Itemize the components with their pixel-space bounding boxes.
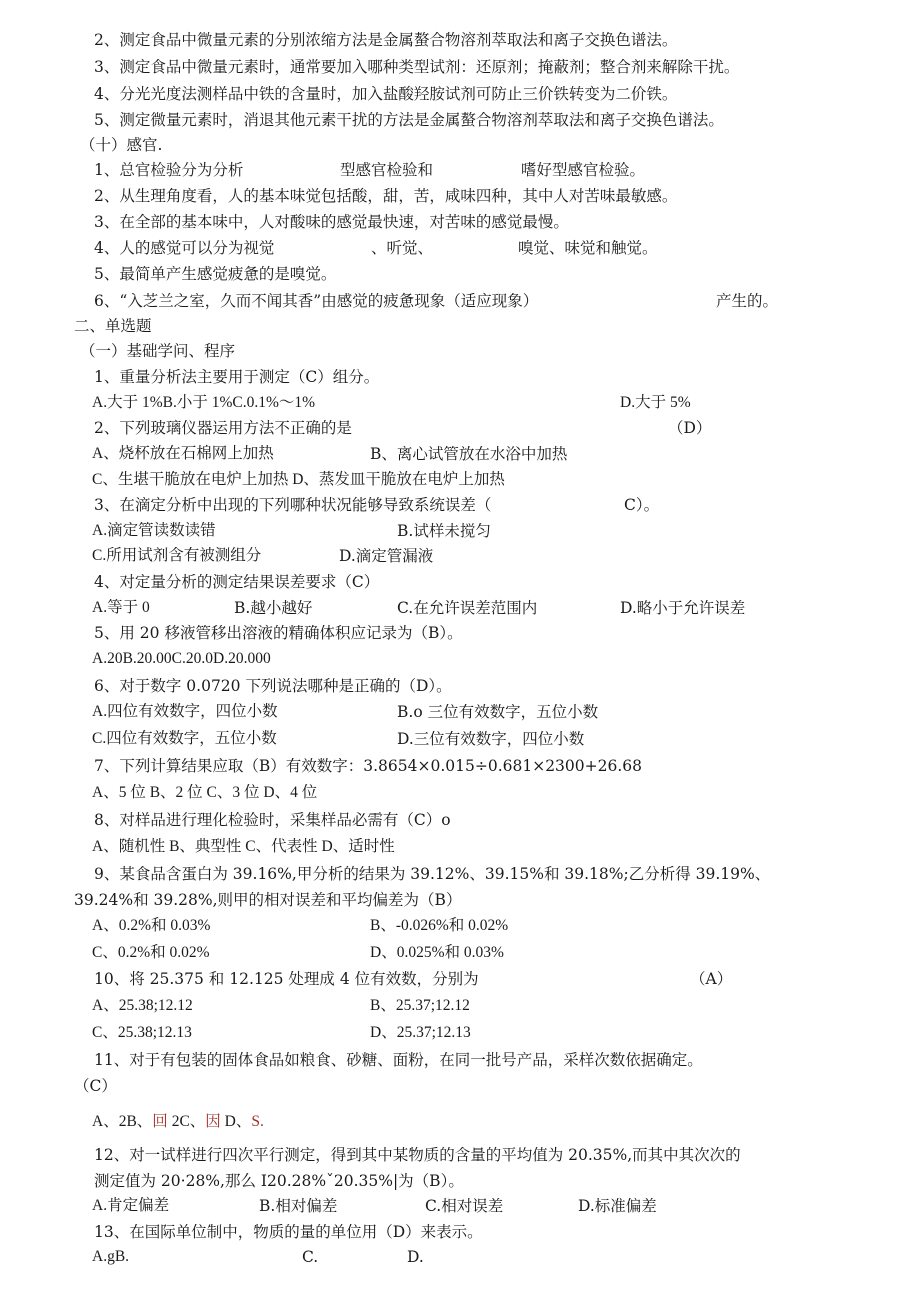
answer-option: A.等于 0 bbox=[92, 599, 150, 616]
garbled-glyph: 因 bbox=[205, 1113, 221, 1130]
question-text: 7、下列计算结果应取（B）有效数字：3.8654×0.015÷0.681×2300+26.68 bbox=[94, 757, 643, 775]
answer-options: A.大于 1%B.小于 1%C.0.1%～1% bbox=[92, 394, 316, 411]
answer-option: 2C、 bbox=[167, 1113, 206, 1130]
question-text: 10、将 25.375 和 12.125 处理成 4 位有效数，分别为 bbox=[94, 970, 479, 988]
answer-options: A.20B.20.00C.20.0D.20.000 bbox=[92, 650, 271, 667]
answer-key: （A） bbox=[690, 970, 733, 988]
answer-key: （D） bbox=[668, 419, 712, 437]
answer-option: B、离心试管放在水浴中加热 bbox=[370, 445, 568, 463]
answer-option: C.相对误差 bbox=[425, 1197, 504, 1215]
answer-option: A、2B、 bbox=[92, 1113, 153, 1130]
answer-option: D.略小于允许误差 bbox=[620, 599, 746, 617]
text-line: 3、在全部的基本味中，人对酸味的感觉最快速，对苦味的感觉最慢。 bbox=[94, 213, 569, 231]
answer-option: A.四位有效数字，四位小数 bbox=[92, 703, 278, 720]
answer-option: B.试样未搅匀 bbox=[397, 522, 491, 540]
answer-option: D.标准偏差 bbox=[578, 1197, 657, 1215]
text-fragment: 产生的。 bbox=[716, 292, 779, 310]
answer-option: B.o 三位有效数字，五位小数 bbox=[397, 703, 599, 721]
answer-option: D、 bbox=[220, 1113, 252, 1130]
text-fragment: 型感官检验和 bbox=[340, 161, 434, 179]
question-text: 5、用 20 移液管移出溶液的精确体积应记录为（B）。 bbox=[94, 624, 463, 642]
answer-option: C.四位有效数字，五位小数 bbox=[92, 730, 277, 747]
question-text: 11、对于有包装的固体食品如粮食、砂糖、面粉，在同一批号产品，采样次数依据确定。 bbox=[94, 1051, 703, 1069]
answer-options: A、5 位 B、2 位 C、3 位 D、4 位 bbox=[92, 784, 318, 801]
answer-option: B、-0.026%和 0.02% bbox=[370, 917, 509, 934]
section-heading: （一）基础学问、程序 bbox=[80, 342, 236, 360]
answer-option: C. bbox=[302, 1248, 319, 1266]
question-text: 3、在滴定分析中出现的下列哪种状况能够导致系统误差（ bbox=[94, 496, 492, 514]
answer-option: A、烧杯放在石棉网上加热 bbox=[92, 445, 274, 462]
answer-option: C.在允许误差范围内 bbox=[397, 599, 538, 617]
text-line: 4、人的感觉可以分为视觉 bbox=[94, 239, 275, 257]
question-text: 12、对一试样进行四次平行测定，得到其中某物质的含量的平均值为 20.35%,而其中其次次的 bbox=[94, 1146, 741, 1164]
answer-option: B.越小越好 bbox=[234, 599, 313, 617]
answer-option: D、0.025%和 0.03% bbox=[370, 944, 504, 961]
text-line: 5、测定微量元素时，消退其他元素干扰的方法是金属螯合物溶剂萃取法和离子交换色谱法。 bbox=[94, 111, 724, 129]
answer-option: D. bbox=[407, 1248, 424, 1266]
answer-key: （C） bbox=[74, 1077, 117, 1095]
text-line: 1、总官检验分为分析 bbox=[94, 161, 244, 179]
question-text: 9、某食品含蛋白为 39.16%,甲分析的结果为 39.12%、39.15%和 39.18%;乙分析得 39.19%、 bbox=[94, 865, 771, 883]
text-fragment: 嗅觉、味觉和触觉。 bbox=[518, 239, 658, 257]
answer-option: C、0.2%和 0.02% bbox=[92, 944, 210, 961]
question-text: 39.24%和 39.28%,则甲的相对误差和平均偏差为（B） bbox=[74, 891, 462, 909]
answer-option: B.相对偏差 bbox=[259, 1197, 338, 1215]
answer-option: D.三位有效数字，四位小数 bbox=[397, 730, 585, 748]
garbled-glyph: S. bbox=[251, 1113, 264, 1130]
answer-option: A.gB. bbox=[92, 1248, 130, 1265]
answer-option: C.所用试剂含有被测组分 bbox=[92, 547, 262, 564]
answer-option: A.肯定偏差 bbox=[92, 1197, 170, 1214]
text-fragment: 、听觉、 bbox=[371, 239, 434, 257]
answer-option: A.滴定管读数读错 bbox=[92, 522, 216, 539]
question-text: 测定值为 20·28%,那么 I20.28%ˇ20.35%|为（B）。 bbox=[94, 1172, 464, 1190]
text-line: 6、“入芝兰之室，久而不闻其香”由感觉的疲惫现象（适应现象） bbox=[94, 292, 539, 310]
answer-option: D、25.37;12.13 bbox=[370, 1024, 471, 1041]
text-line: 5、最简单产生感觉疲惫的是嗅觉。 bbox=[94, 265, 337, 283]
answer-option: A、25.38;12.12 bbox=[92, 997, 193, 1014]
question-text: 2、下列玻璃仪器运用方法不正确的是 bbox=[94, 419, 352, 437]
text-line: 2、从生理角度看，人的基本味觉包括酸，甜，苦，咸味四种，其中人对苦味最敏感。 bbox=[94, 187, 678, 205]
answer-options: C、生堪干脆放在电炉上加热 D、蒸发皿干脆放在电炉上加热 bbox=[92, 471, 505, 488]
question-text: 4、对定量分析的测定结果误差要求（C） bbox=[94, 573, 380, 591]
answer-key: C）。 bbox=[624, 496, 660, 514]
text-fragment: 嗜好型感官检验。 bbox=[521, 161, 646, 179]
section-heading: 二、单选题 bbox=[74, 317, 152, 335]
answer-option: A、0.2%和 0.03% bbox=[92, 917, 211, 934]
text-line: 2、测定食品中微量元素的分别浓缩方法是金属螯合物溶剂萃取法和离子交换色谱法。 bbox=[94, 31, 678, 49]
question-text: 13、在国际单位制中，物质的量的单位用（D）来表示。 bbox=[94, 1223, 483, 1241]
question-text: 6、对于数字 0.0720 下列说法哪种是正确的（D）。 bbox=[94, 677, 452, 695]
answer-option: D.滴定管漏液 bbox=[339, 547, 434, 565]
text-line: 4、分光光度法测样品中铁的含量时，加入盐酸羟胺试剂可防止三价铁转变为二价铁。 bbox=[94, 85, 678, 103]
answer-option: C、25.38;12.13 bbox=[92, 1024, 192, 1041]
question-text: 8、对样品进行理化检验时，采集样品必需有（C）o bbox=[94, 811, 451, 829]
answer-option: B、25.37;12.12 bbox=[370, 997, 470, 1014]
text-line: 3、测定食品中微量元素时，通常要加入哪种类型试剂：还原剂；掩蔽剂；整合剂来解除干扰。 bbox=[94, 58, 740, 76]
question-text: 1、重量分析法主要用于测定（C）组分。 bbox=[94, 368, 380, 386]
garbled-glyph: 回 bbox=[152, 1113, 168, 1130]
answer-option: D.大于 5% bbox=[620, 394, 691, 411]
answer-options: A、随机性 B、典型性 C、代表性 D、适时性 bbox=[92, 838, 395, 855]
section-heading: （十）感官. bbox=[80, 136, 163, 154]
answer-options bbox=[92, 1112, 264, 1132]
